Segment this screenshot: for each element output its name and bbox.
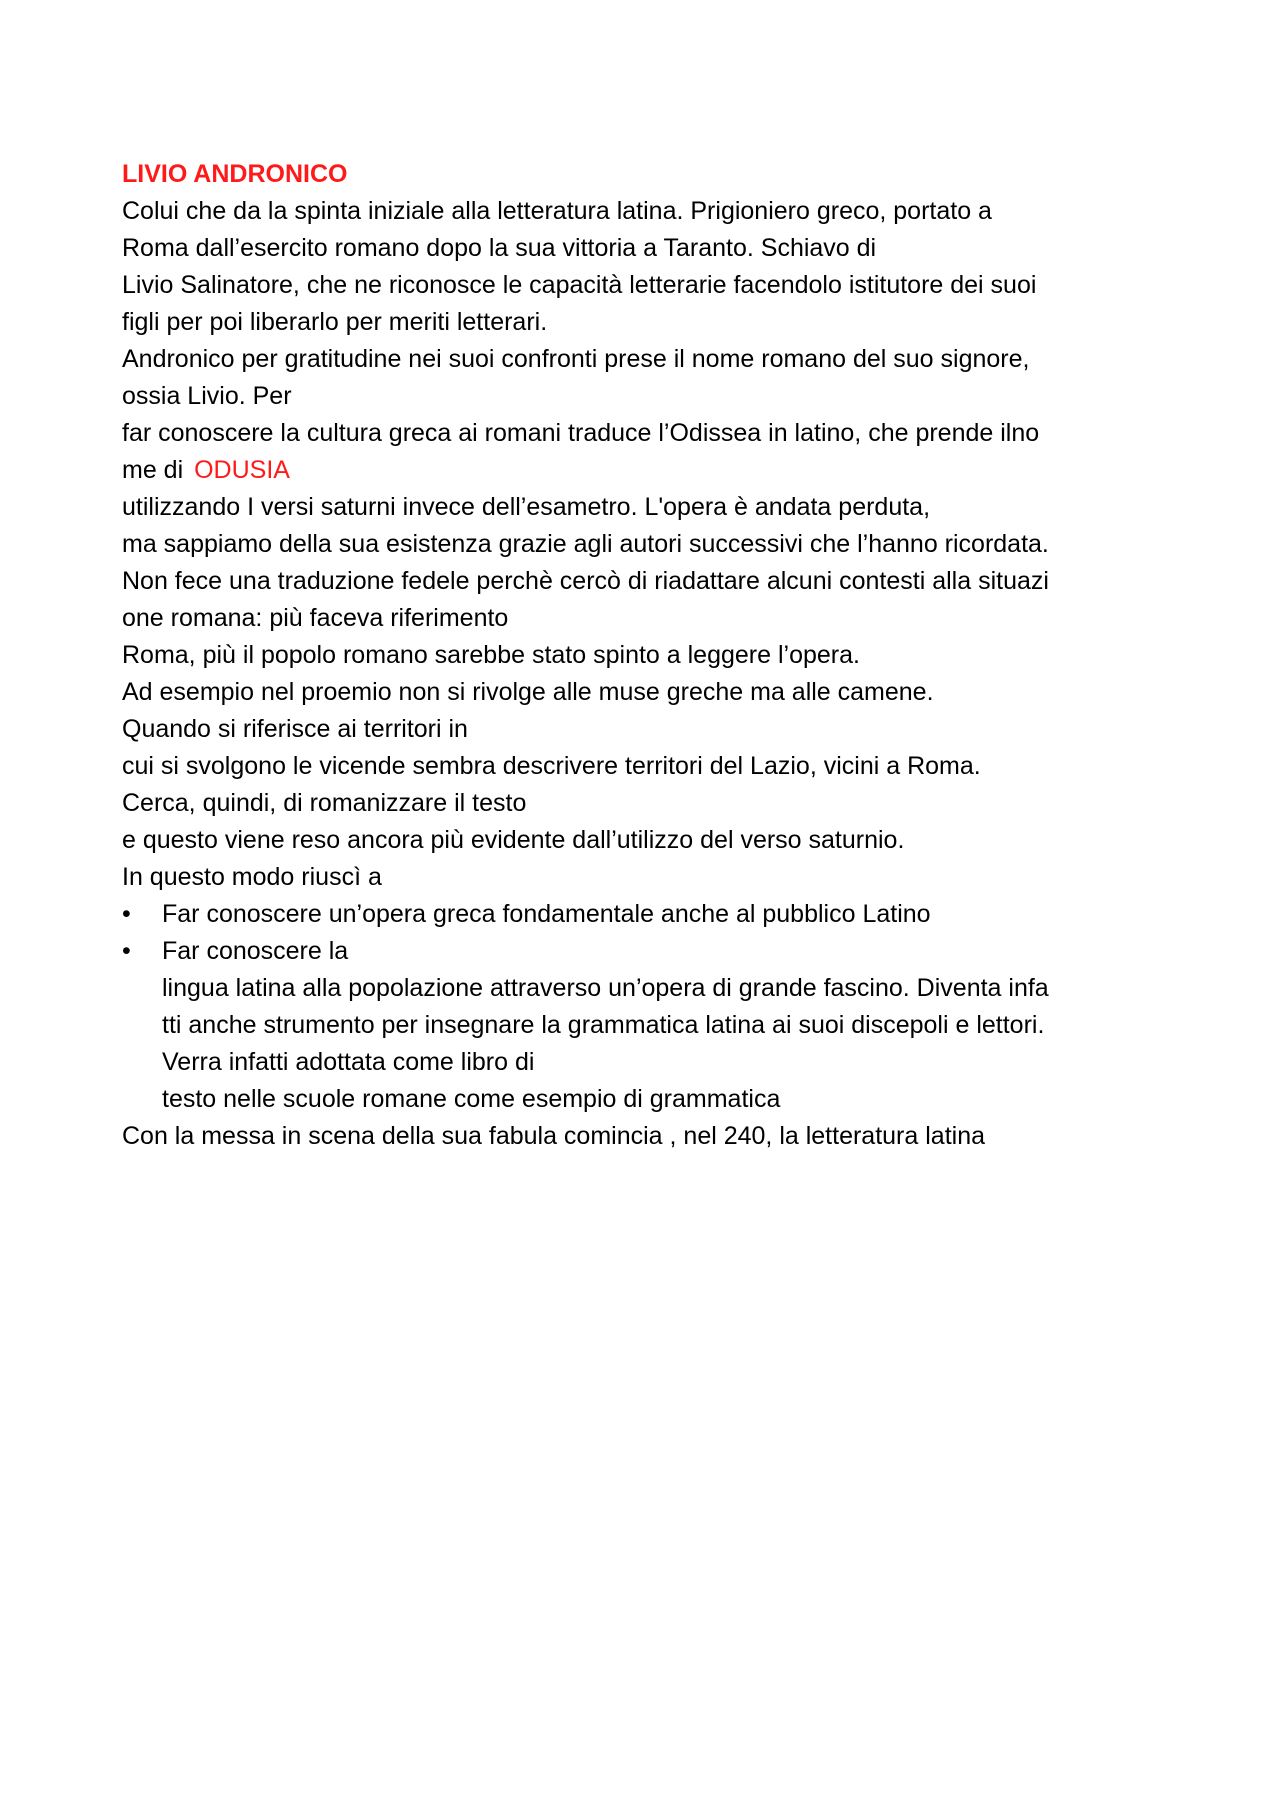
bullet-item-2 xyxy=(122,933,1162,1118)
bullet-dot-icon: • xyxy=(122,937,131,965)
odusia-prefix: me di xyxy=(122,456,191,484)
text-line: one romana: più faceva riferimento xyxy=(122,604,509,632)
text-line: Andronico per gratitudine nei suoi confronti prese il nome romano del suo signore, xyxy=(122,345,1030,373)
text-line: Roma, più il popolo romano sarebbe stato spinto a leggere l’opera. xyxy=(122,641,860,669)
text-line: ma sappiamo della sua esistenza grazie agli autori successivi che l’hanno ricordata. xyxy=(122,530,1049,558)
text-line: Cerca, quindi, di romanizzare il testo xyxy=(122,789,527,817)
document-body xyxy=(122,156,1162,1155)
bullet-text-line: lingua latina alla popolazione attraverso un’opera di grande fascino. Diventa infa xyxy=(162,974,1049,1002)
text-line: cui si svolgono le vicende sembra descrivere territori del Lazio, vicini a Roma. xyxy=(122,752,981,780)
document-title: LIVIO ANDRONICO xyxy=(122,160,348,188)
bullet-text-line: Verra infatti adottata come libro di xyxy=(162,1048,535,1076)
text-line: Quando si riferisce ai territori in xyxy=(122,715,468,743)
closing-line: Con la messa in scena della sua fabula comincia , nel 240, la letteratura latina xyxy=(122,1122,986,1150)
text-line: Livio Salinatore, che ne riconosce le capacità letterarie facendolo istitutore dei suoi xyxy=(122,271,1037,299)
bullet-dot-icon: • xyxy=(122,900,131,928)
text-line: Non fece una traduzione fedele perchè cercò di riadattare alcuni contesti alla situazi xyxy=(122,567,1049,595)
bullet-text-line: Far conoscere un’opera greca fondamentale anche al pubblico Latino xyxy=(162,900,931,928)
bullet-text-line: Far conoscere la xyxy=(162,937,349,965)
text-line: Colui che da la spinta iniziale alla letteratura latina. Prigioniero greco, portato a xyxy=(122,197,992,225)
text-line: In questo modo riuscì a xyxy=(122,863,382,891)
text-line: e questo viene reso ancora più evidente dall’utilizzo del verso saturnio. xyxy=(122,826,905,854)
text-line: figli per poi liberarlo per meriti letterari. xyxy=(122,308,548,336)
text-line: far conoscere la cultura greca ai romani traduce l’Odissea in latino, che prende ilno xyxy=(122,419,1040,447)
bullet-list xyxy=(122,896,1162,1118)
text-line: Ad esempio nel proemio non si rivolge alle muse greche ma alle camene. xyxy=(122,678,934,706)
text-line: utilizzando I versi saturni invece dell’esametro. L'opera è andata perduta, xyxy=(122,493,931,521)
bullet-text-line: testo nelle scuole romane come esempio di grammatica xyxy=(162,1085,781,1113)
bullet-item-1 xyxy=(122,896,1162,933)
text-line: ossia Livio. Per xyxy=(122,382,292,410)
text-line: Roma dall’esercito romano dopo la sua vittoria a Taranto. Schiavo di xyxy=(122,234,877,262)
text-line-odusia xyxy=(122,452,1162,489)
bullet-text-line: tti anche strumento per insegnare la grammatica latina ai suoi discepoli e lettori. xyxy=(162,1011,1045,1039)
odusia-highlight: ODUSIA xyxy=(194,456,290,484)
